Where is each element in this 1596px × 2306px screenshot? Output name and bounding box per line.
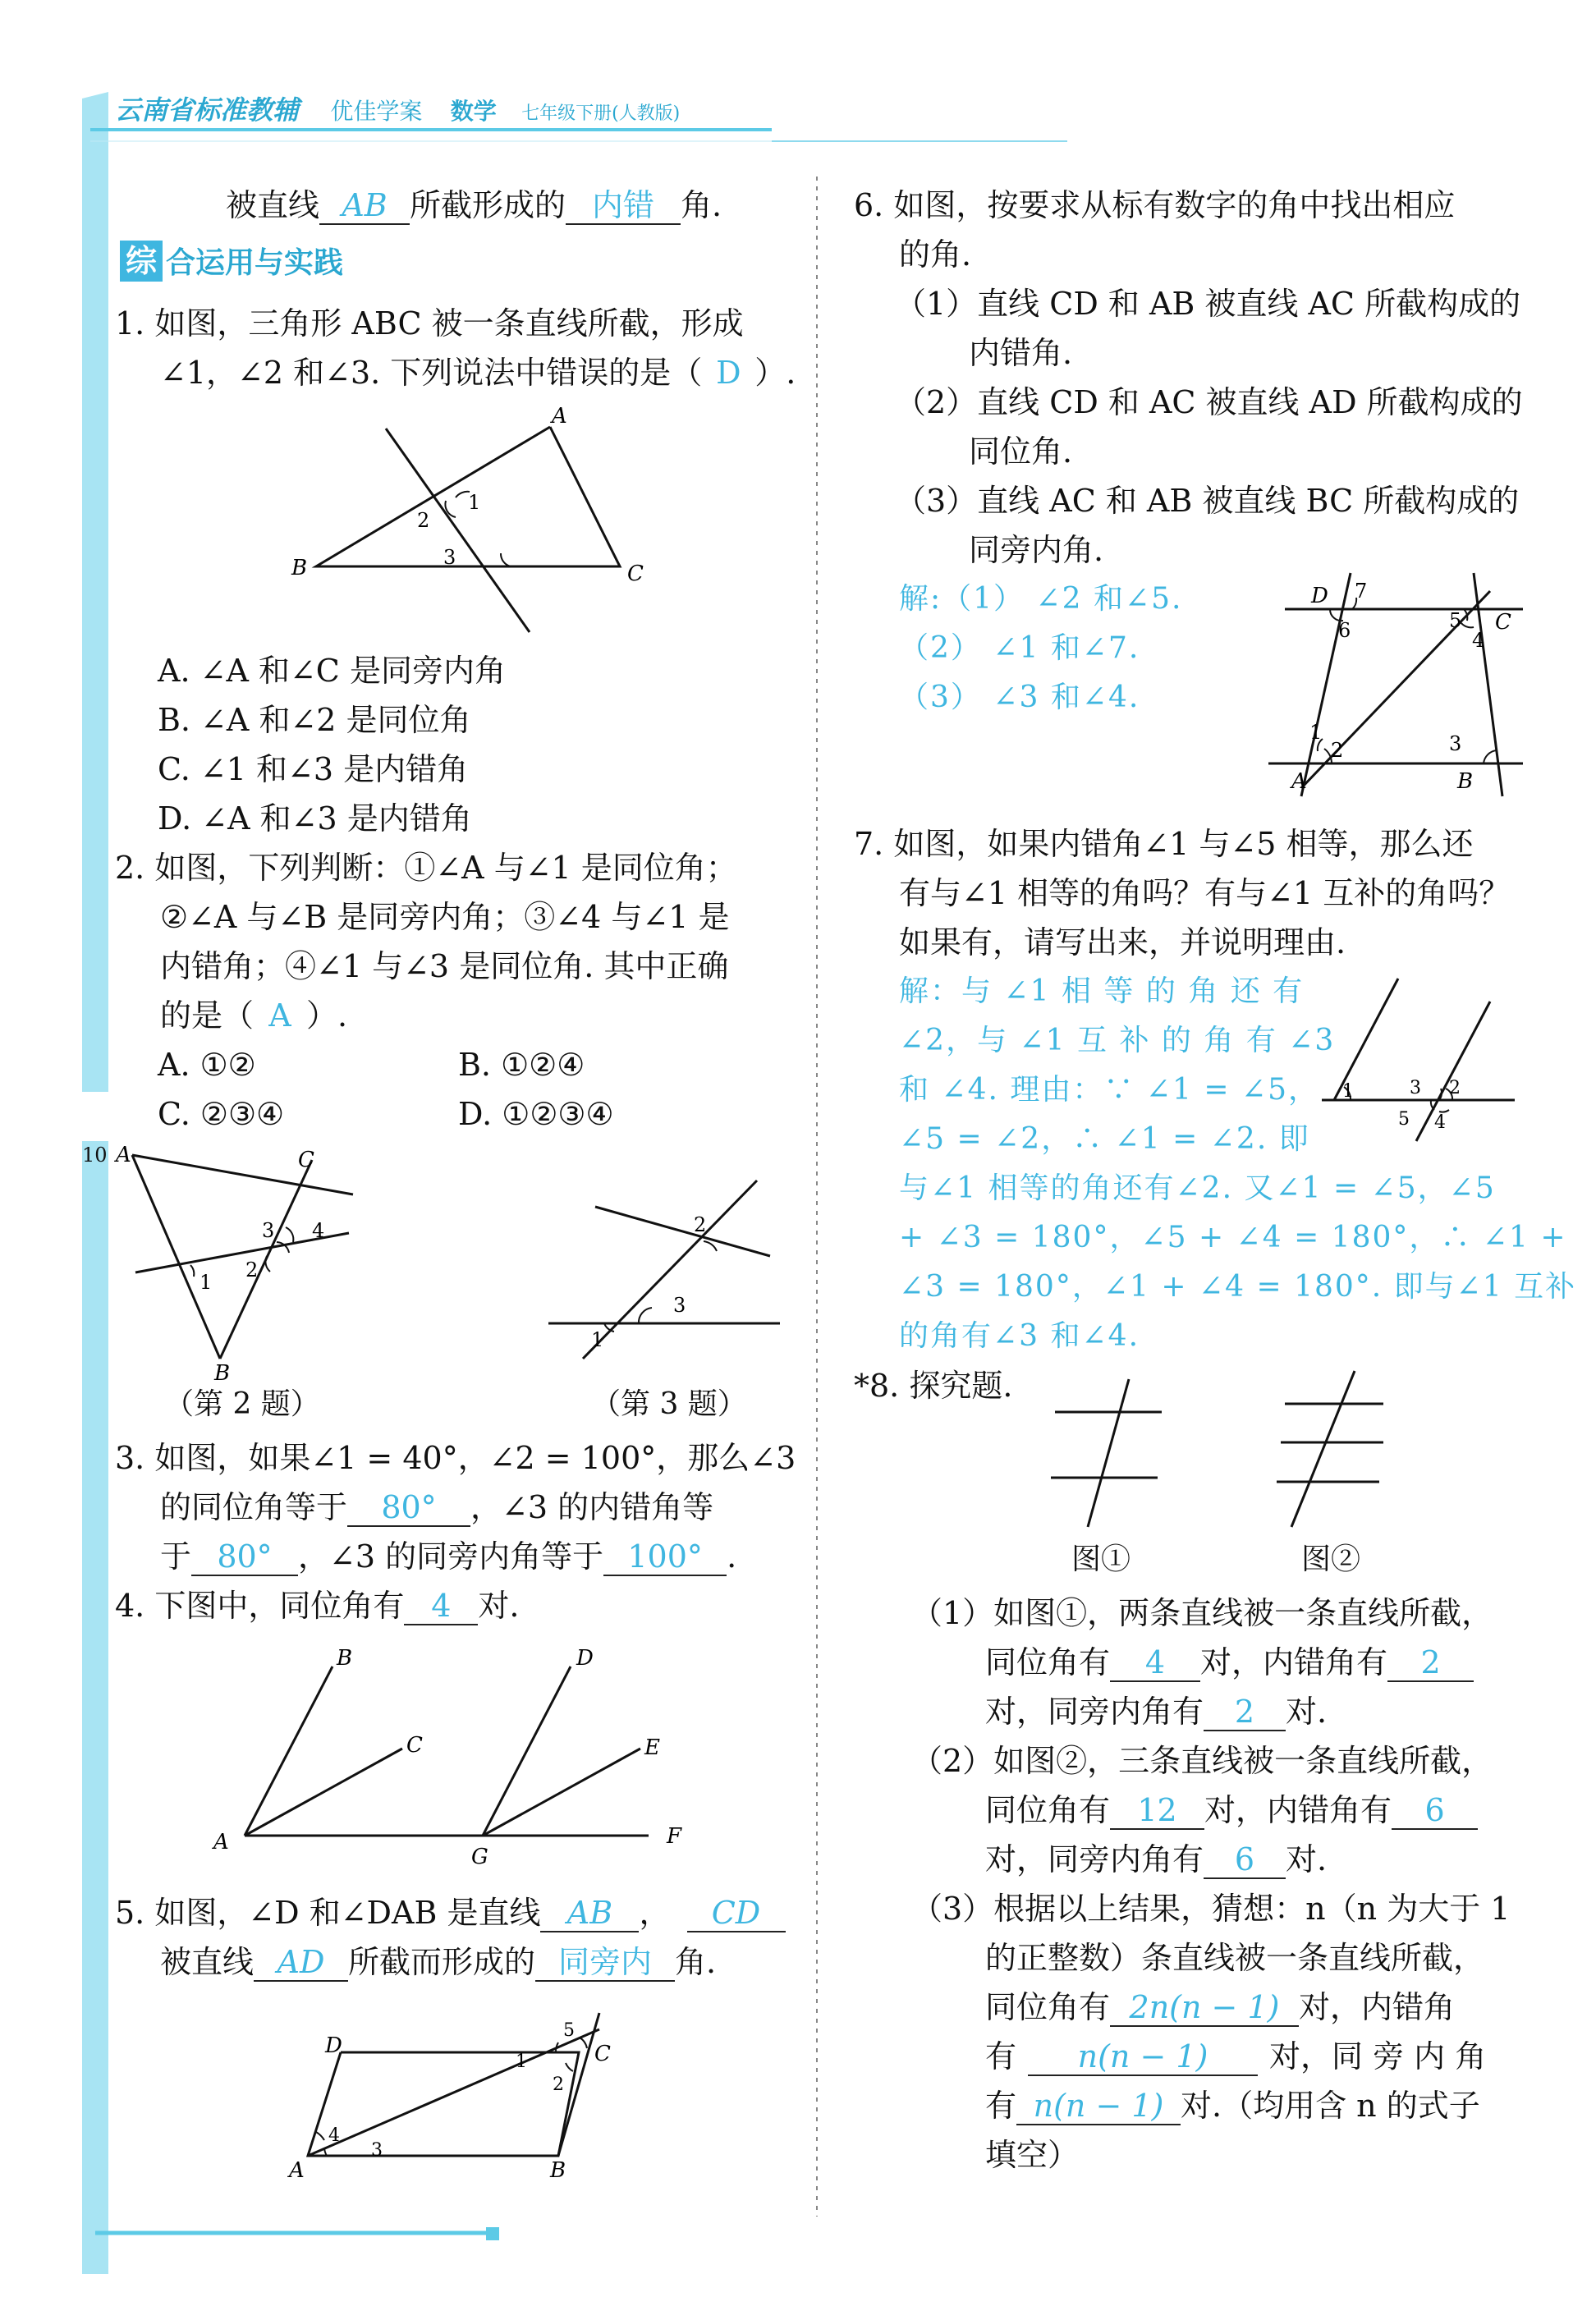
q6-sub1-line1: （1）直线 CD 和 AB 被直线 AC 所截构成的 <box>895 286 1521 322</box>
answer-blank: 80° <box>191 1538 298 1576</box>
q2-label-c: C <box>298 1148 314 1172</box>
answer-blank: 12 <box>1110 1792 1204 1830</box>
q1-label-b: B <box>291 556 308 580</box>
answer-blank: 80° <box>347 1489 470 1527</box>
q6-sub3-line1: （3）直线 AC 和 AB 被直线 BC 所截构成的 <box>895 483 1520 519</box>
q6-label-d: D <box>1311 584 1328 608</box>
header-subject: 数学 <box>450 98 497 125</box>
q2-line4: 的是（ A ）. <box>160 991 347 1040</box>
q3-line3: 于 80° ，∠3 的同旁内角等于 100° . <box>160 1538 737 1575</box>
q8-p1-line2: 同位角有 4 对，内错角有 2 <box>985 1638 1474 1687</box>
q8-p3-line2: 的正整数）条直线被一条直线所截， <box>985 1940 1485 1976</box>
q5-angle-1: 1 <box>516 2052 527 2072</box>
q6-solution-1: 解:（1） ∠2 和∠5. <box>899 582 1183 616</box>
q5-figure <box>279 1995 640 2184</box>
q8-fig1-caption: 图① <box>1071 1543 1131 1576</box>
q1-option-a: A. ∠A 和∠C 是同旁内角 <box>158 653 506 689</box>
header-book: 优佳学案 <box>330 98 423 125</box>
q8-p2-line2: 同位角有 12 对，内错角有 6 <box>985 1786 1478 1835</box>
q1-answer: D <box>716 355 741 391</box>
q2-option-c: C. ②③④ <box>158 1096 285 1132</box>
q2-option-b: B. ①②④ <box>458 1047 585 1083</box>
answer-blank: 6 <box>1204 1841 1286 1879</box>
q2-option-a: A. ①② <box>158 1047 256 1083</box>
q3-line2: 的同位角等于 80° ，∠3 的内错角等 <box>160 1489 714 1525</box>
q2-line2: ②∠A 与∠B 是同旁内角；③∠4 与∠1 是 <box>160 899 730 935</box>
q2-caption: （第 2 题） <box>164 1387 320 1421</box>
q5-angle-2: 2 <box>553 2074 564 2095</box>
q2-option-d: D. ①②③④ <box>458 1096 614 1132</box>
q1-angle-1: 1 <box>468 491 481 514</box>
answer-blank: 100° <box>603 1538 727 1576</box>
q6-label-c: C <box>1495 610 1511 635</box>
q7-line1: 7. 如图，如果内错角∠1 与∠5 相等，那么还 <box>854 826 1474 862</box>
q4-line1: 4. 下图中，同位角有 4 对. <box>115 1588 520 1624</box>
answer-blank: 2n(n − 1) <box>1110 1989 1299 2027</box>
q6-angle-6: 6 <box>1338 619 1351 642</box>
q1-label-c: C <box>627 562 644 586</box>
q3-angle-1: 1 <box>591 1328 604 1351</box>
q5-angle-5: 5 <box>563 2020 575 2041</box>
answer-blank: 4 <box>404 1588 478 1625</box>
q2-angle-1: 1 <box>200 1271 213 1294</box>
header-series: 云南省标准教辅 <box>115 94 300 126</box>
q6-sub2-line2: 同位角. <box>969 433 1073 470</box>
q1-figure <box>279 402 673 649</box>
q7-solution-8: 的角有∠3 和∠4. <box>899 1319 1140 1353</box>
top-line: 被直线 AB 所截形成的 内错 角. <box>226 187 722 223</box>
page-header <box>115 92 680 132</box>
answer-blank: 4 <box>1110 1644 1200 1682</box>
q8-p3-line3: 同位角有 2n(n − 1) 对，内错角 <box>985 1989 1456 2025</box>
q7-solution-5: 与∠1 相等的角还有∠2. 又∠1 = ∠5，∠5 <box>899 1171 1496 1205</box>
q7-solution-3: 和 ∠4. 理由：∵ ∠1 = ∠5， <box>899 1073 1320 1107</box>
header-grade: 七年级下册(人教版) <box>521 103 681 124</box>
q6-angle-3: 3 <box>1449 732 1462 755</box>
q6-line1: 6. 如图，按要求从标有数字的角中找出相应 <box>854 187 1456 223</box>
q1-option-c: C. ∠1 和∠3 是内错角 <box>158 751 469 787</box>
answer-blank: CD <box>687 1895 786 1932</box>
q4-figure <box>205 1642 714 1872</box>
q8-title: *8. 探究题. <box>854 1368 1013 1404</box>
q4-label-d: D <box>576 1646 594 1671</box>
q8-p3-line1: （3）根据以上结果，猜想：n（n 为大于 1 <box>911 1891 1511 1927</box>
q2-label-b: B <box>214 1361 231 1383</box>
q1-angle-3: 3 <box>443 546 456 569</box>
q5-line1: 5. 如图，∠D 和∠DAB 是直线 AB ， CD <box>115 1888 786 1937</box>
q7-angle-2: 2 <box>1449 1078 1461 1098</box>
q4-label-b: B <box>337 1646 353 1671</box>
answer-blank: 内错 <box>566 187 681 225</box>
q5-label-c: C <box>594 2042 611 2066</box>
q1-line2: ∠1，∠2 和∠3. 下列说法中错误的是（ D ）. <box>160 348 796 397</box>
q6-solution-2: （2） ∠1 和∠7. <box>899 631 1140 665</box>
q6-sub3-line2: 同旁内角. <box>969 532 1104 568</box>
q8-p3-line5: 有 n(n − 1) 对.（均用含 n 的式子 <box>985 2088 1480 2124</box>
q3-angle-2: 2 <box>694 1213 707 1236</box>
q6-label-b: B <box>1457 769 1474 794</box>
q7-line3: 如果有，请写出来，并说明理由. <box>899 924 1346 960</box>
answer-blank: n(n − 1) <box>1016 2088 1181 2125</box>
q5-line2: 被直线 AD 所截而形成的 同旁内 角. <box>160 1944 717 1980</box>
q2-angle-4: 4 <box>312 1219 325 1242</box>
answer-blank: 2 <box>1204 1694 1286 1731</box>
q6-line2: 的角. <box>899 236 972 273</box>
q8-figures <box>1039 1367 1400 1531</box>
q5-label-a: A <box>289 2158 305 2183</box>
q6-sub1-line2: 内错角. <box>969 335 1073 371</box>
q1-angle-2: 2 <box>417 509 430 532</box>
answer-blank: n(n − 1) <box>1028 2038 1258 2076</box>
q8-p2-line3: 对，同旁内角有 6 对. <box>985 1841 1328 1877</box>
answer-blank: 同旁内 <box>535 1944 675 1982</box>
answer-blank: AD <box>254 1944 348 1982</box>
q4-label-g: G <box>471 1845 488 1869</box>
q1-option-d: D. ∠A 和∠3 是内错角 <box>158 800 472 837</box>
q4-label-f: F <box>667 1824 682 1849</box>
answer-blank: 2 <box>1387 1644 1474 1682</box>
q6-solution-3: （3） ∠3 和∠4. <box>899 681 1140 714</box>
q1-line1: 1. 如图，三角形 ABC 被一条直线所截，形成 <box>115 305 744 342</box>
q2-angle-3: 3 <box>262 1219 275 1242</box>
q5-angle-3: 3 <box>371 2140 383 2161</box>
q7-figure <box>1309 969 1539 1149</box>
section-heading <box>120 240 343 284</box>
q7-angle-4: 4 <box>1434 1112 1446 1133</box>
q7-angle-1: 1 <box>1342 1081 1354 1102</box>
q8-p3-line4: 有 n(n − 1) 对，同 旁 内 角 <box>985 2038 1487 2074</box>
q2-figure <box>111 1137 374 1383</box>
q7-angle-5: 5 <box>1398 1109 1410 1130</box>
q2-line1: 2. 如图，下列判断：①∠A 与∠1 是同位角； <box>115 850 737 886</box>
q5-angle-4: 4 <box>328 2125 340 2146</box>
q1-option-b: B. ∠A 和∠2 是同位角 <box>158 702 471 738</box>
q3-line1: 3. 如图，如果∠1 = 40°，∠2 = 100°，那么∠3 <box>115 1440 796 1476</box>
q7-solution-7: ∠3 = 180°，∠1 + ∠4 = 180°. 即与∠1 互补 <box>899 1270 1577 1304</box>
q3-angle-3: 3 <box>673 1294 686 1317</box>
q8-fig2-caption: 图② <box>1301 1543 1361 1576</box>
q4-label-c: C <box>406 1733 423 1758</box>
q6-sub2-line1: （2）直线 CD 和 AC 被直线 AD 所截构成的 <box>895 384 1523 420</box>
section-title: 合运用与实践 <box>166 245 344 280</box>
q4-label-e: E <box>644 1735 660 1760</box>
q7-solution-1: 解：与 ∠1 相 等 的 角 还 有 <box>899 974 1305 1008</box>
q5-label-d: D <box>325 2033 342 2058</box>
q6-label-a: A <box>1291 769 1307 794</box>
q7-solution-6: + ∠3 = 180°，∠5 + ∠4 = 180°，∴ ∠1 + <box>899 1221 1567 1254</box>
q4-label-a: A <box>213 1830 229 1854</box>
page-number: 10 <box>82 1144 108 1167</box>
q2-angle-2: 2 <box>245 1258 259 1281</box>
q8-p3-line6: 填空） <box>985 2137 1080 2173</box>
q8-p1-line1: （1）如图①，两条直线被一条直线所截， <box>911 1595 1493 1631</box>
q3-caption: （第 3 题） <box>591 1387 747 1421</box>
q2-answer: A <box>268 997 291 1034</box>
answer-blank: 6 <box>1392 1792 1478 1830</box>
section-badge: 综 <box>120 241 163 282</box>
q7-line2: 有与∠1 相等的角吗？有与∠1 互补的角吗？ <box>899 875 1511 911</box>
q8-p2-line1: （2）如图②，三条直线被一条直线所截， <box>911 1743 1493 1779</box>
answer-blank: AB <box>319 187 410 225</box>
q7-solution-4: ∠5 = ∠2，∴ ∠1 = ∠2. 即 <box>899 1122 1310 1156</box>
q6-angle-4: 4 <box>1472 629 1485 652</box>
q2-label-a: A <box>116 1143 131 1167</box>
q7-angle-3: 3 <box>1410 1078 1421 1098</box>
q6-figure <box>1252 566 1564 813</box>
q6-angle-2: 2 <box>1331 739 1344 762</box>
q2-line3: 内错角；④∠1 与∠3 是同位角. 其中正确 <box>160 948 729 984</box>
q8-p1-line3: 对，同旁内角有 2 对. <box>985 1694 1328 1730</box>
q1-label-a: A <box>552 404 567 429</box>
q6-angle-7: 7 <box>1355 580 1368 603</box>
q3-figure <box>542 1174 805 1379</box>
q6-angle-5: 5 <box>1449 609 1462 632</box>
q5-label-b: B <box>550 2158 566 2183</box>
answer-blank: AB <box>540 1895 639 1932</box>
q6-angle-1: 1 <box>1309 721 1323 744</box>
q7-solution-2: ∠2，与 ∠1 互 补 的 角 有 ∠3 <box>899 1024 1336 1057</box>
